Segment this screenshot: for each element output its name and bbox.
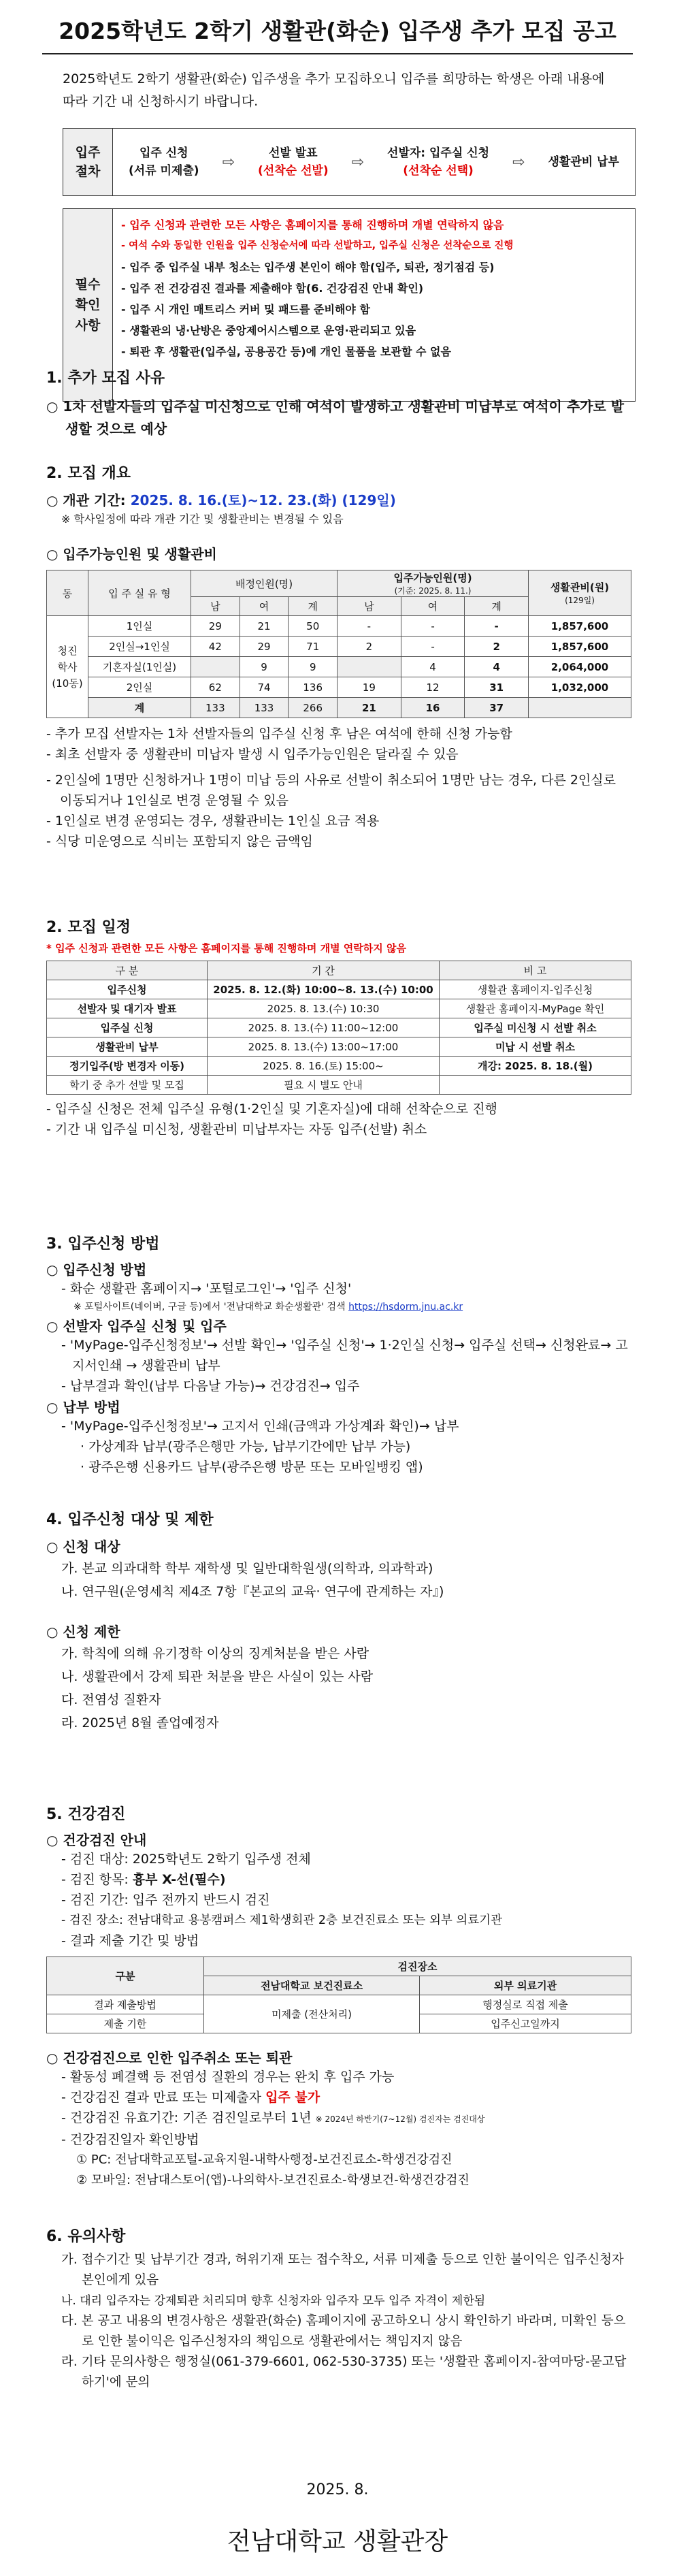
check-item: - 입주 전 건강검진 결과를 제출해야 함(6. 건강검진 안내 확인)	[121, 278, 627, 299]
cell: 입주실 신청	[47, 1018, 208, 1037]
cell: 1,857,600	[529, 637, 631, 657]
cell: 133	[240, 698, 289, 718]
cell: 개강: 2025. 8. 18.(월)	[440, 1057, 631, 1076]
cell: 생활관 홈페이지-MyPage 확인	[440, 999, 631, 1018]
cell: 136	[289, 677, 338, 698]
cell	[338, 657, 401, 677]
col-t: 계	[289, 597, 338, 616]
note-item: 나. 대리 입주자는 강제퇴관 처리되며 향후 신청자와 입주자 모두 입주 자격이 제한됨	[61, 2294, 486, 2308]
col-am: 남	[338, 597, 401, 616]
bullet: - 2인실에 1명만 신청하거나 1명이 미납 등의 사유로 선발이 취소되어 1명만 남는 경우, 다른 2인실로 이동되거나 1인실로 변경 운영될 수 있음	[46, 773, 616, 808]
cell: -	[401, 637, 465, 657]
arrow-right-icon: ⇨	[222, 153, 235, 171]
footer-org: 전남대학교 생활관장	[227, 2528, 448, 2556]
col-available-label: 입주가능인원(명)	[393, 572, 472, 584]
step-apply	[129, 144, 199, 180]
section-heading: 3. 입주신청 방법	[46, 1236, 160, 1253]
bullet: - 최초 선발자 중 생활관비 미납자 발생 시 입주가능인원은 달라질 수 있음	[46, 747, 459, 762]
cell: 50	[289, 616, 338, 637]
health-guide-item	[61, 1869, 631, 1890]
dorm-homepage-link[interactable]: https://hsdorm.jnu.ac.kr	[348, 1302, 463, 1313]
cell: 2025. 8. 13.(수) 10:30	[208, 999, 440, 1018]
required-check-head: 필수 확인 사항	[63, 209, 113, 401]
cell: 12	[401, 677, 465, 698]
bullet: - 1인실로 변경 운영되는 경우, 생활관비는 1인실 요금 적용	[46, 814, 380, 828]
section-heading: 6. 유의사항	[46, 2228, 126, 2245]
cell: 29	[240, 637, 289, 657]
bullet: - 식당 미운영으로 식비는 포함되지 않은 금액임	[46, 834, 313, 849]
schedule-bullets	[46, 1099, 631, 1140]
cell: 2,064,000	[529, 657, 631, 677]
check-item: - 입주 중 입주실 내부 청소는 입주생 본인이 해야 함(입주, 퇴관, 정기점검 등)	[121, 257, 627, 278]
cell: 74	[240, 677, 289, 698]
footer-date: 2025. 8.	[306, 2481, 369, 2498]
apply-method-note	[73, 1299, 631, 1315]
col-m: 남	[191, 597, 240, 616]
room-apply-title: ○ 선발자 입주실 신청 및 입주	[46, 1318, 227, 1334]
capacity-subtitle: ○ 입주가능인원 및 생활관비	[46, 546, 217, 562]
section-schedule	[46, 916, 631, 1140]
cell: -	[465, 616, 529, 637]
open-period-label: ○ 개관 기간:	[46, 492, 126, 509]
cell: 행정실로 직접 제출	[420, 1995, 631, 2014]
cell: 42	[191, 637, 240, 657]
section-notes	[46, 2225, 631, 2393]
bullet: - 추가 모집 선발자는 1차 선발자들의 입주실 신청 후 남은 여석에 한해 신청 가능함	[46, 726, 512, 741]
validity-text: - 건강검진 유효기간: 기존 검진일로부터 1년	[61, 2110, 312, 2125]
cell: 21	[240, 616, 289, 637]
procedure-box	[63, 128, 636, 196]
col-category: 구분	[47, 1957, 204, 1995]
col-available-date: (기준: 2025. 8. 11.)	[394, 586, 472, 596]
cell: 2025. 8. 16.(토) 15:00~	[208, 1057, 440, 1076]
step-room-apply	[387, 144, 489, 180]
health-guide-item: - 검진 대상: 2025학년도 2학기 입주생 전체	[61, 1852, 311, 1867]
step-payment-label: 생활관비 납부	[548, 155, 619, 169]
section-overview	[46, 462, 631, 852]
cell: 생활관비 납부	[47, 1037, 208, 1057]
cancel-item	[61, 2087, 631, 2108]
cell: 미제출 (전산처리)	[204, 1995, 420, 2033]
note-item: 라. 기타 문의사항은 행정실(061-379-6601, 062-530-3735) 또는 '생활관 홈페이지-참여마당-묻고답하기'에 문의	[61, 2355, 627, 2389]
cell: 62	[191, 677, 240, 698]
col-fee-days: (129일)	[565, 596, 595, 605]
col-campus-clinic: 전남대학교 보건진료소	[204, 1976, 420, 1995]
cell: 선발자 및 대기자 발표	[47, 999, 208, 1018]
apply-method-step: - 화순 생활관 홈페이지→ '포털로그인'→ '입주 신청'	[61, 1281, 352, 1296]
check-method: ② 모바일: 전남대스토어(앱)-나의학사-보건진료소-학생보건-학생건강검진	[76, 2173, 470, 2187]
restriction-item: 다. 전염성 질환자	[61, 1692, 161, 1707]
step-apply-label: 입주 신청	[139, 146, 188, 160]
table-row	[47, 1076, 631, 1095]
cell: 미납 시 선발 취소	[440, 1037, 631, 1057]
table-row	[47, 980, 631, 999]
cell: 학기 중 추가 선발 및 모집	[47, 1076, 208, 1095]
health-submit-table	[46, 1957, 631, 2033]
cancel-item: - 활동성 폐결핵 등 전염성 질환의 경우는 완치 후 입주 가능	[61, 2070, 395, 2084]
cell: 4	[465, 657, 529, 677]
col-external: 외부 의료기관	[420, 1976, 631, 1995]
cell	[529, 698, 631, 718]
step-announce-sub: (선착순 선발)	[258, 164, 329, 178]
cell: 1,857,600	[529, 616, 631, 637]
table-row	[47, 999, 631, 1018]
note-item: 가. 접수기간 및 납부기간 경과, 허위기재 또는 접수착오, 서류 미제출 등으로 인한 불이익은 입주신청자 본인에게 있음	[61, 2253, 624, 2287]
step-announce	[258, 144, 329, 180]
cancel-title: ○ 건강검진으로 인한 입주취소 또는 퇴관	[46, 2050, 293, 2066]
restriction-item: 라. 2025년 8월 졸업예정자	[61, 1716, 219, 1730]
cell: 21	[338, 698, 401, 718]
cancel-item-warning: 입주 불가	[265, 2090, 320, 2105]
check-item: - 여석 수와 동일한 인원을 입주 신청순서에 따라 선발하고, 입주실 신청은 선착순으로 진행	[121, 236, 627, 257]
cell: 2	[338, 637, 401, 657]
open-period-value: 2025. 8. 16.(토)~12. 23.(화) (129일)	[130, 492, 396, 509]
section-health-check	[46, 1803, 631, 2191]
section-heading: 2. 모집 개요	[46, 465, 131, 482]
search-hint: ※ 포털사이트(네이버, 구글 등)에서 '전남대학교 화순생활관' 검색	[73, 1302, 346, 1313]
cell: 2025. 8. 13.(수) 11:00~12:00	[208, 1018, 440, 1037]
procedure-steps	[113, 129, 635, 195]
procedure-head: 입주 절차	[63, 129, 113, 195]
col-fee	[529, 570, 631, 616]
cell	[440, 1076, 631, 1095]
cell: 입주실 미신청 시 선발 취소	[440, 1018, 631, 1037]
col-fee-label: 생활관비(원)	[550, 581, 610, 594]
note-item: 다. 본 공고 내용의 변경사항은 생활관(화순) 홈페이지에 공고하오니 상시 확인하기 바라며, 미확인 등으로 인한 불이익은 입주신청자의 책임으로 생활관에서는 책임지지 않음	[61, 2314, 626, 2349]
cell: 31	[465, 677, 529, 698]
col-af: 여	[401, 597, 465, 616]
schedule-note: ※ 학사일정에 따라 개관 기간 및 생활관비는 변경될 수 있음	[61, 513, 344, 526]
health-guide-title: ○ 건강검진 안내	[46, 1832, 147, 1848]
open-period	[46, 489, 631, 509]
table-row	[47, 1037, 631, 1057]
section-reason	[46, 366, 625, 440]
restriction-item: 가. 학칙에 의해 유기정학 이상의 징계처분을 받은 사람	[61, 1646, 369, 1661]
section-heading: 4. 입주신청 대상 및 제한	[46, 1511, 214, 1528]
table-row	[47, 657, 631, 677]
validity-note: ※ 2024년 하반기(7~12월) 검진자는 검진대상	[315, 2114, 485, 2124]
health-guide-item: - 검진 기간: 입주 전까지 반드시 검진	[61, 1893, 270, 1907]
cell: 9	[289, 657, 338, 677]
cell-building: 청진 학사 (10동)	[47, 616, 88, 718]
cell: 1,032,000	[529, 677, 631, 698]
cancel-item-text: - 건강검진 결과 만료 또는 미제출자	[61, 2090, 266, 2105]
bullet: - 입주실 신청은 전체 입주실 유형(1·2인실 및 기혼자실)에 대해 선착순으로 진행	[46, 1101, 497, 1116]
cell: 2인실	[88, 677, 191, 698]
cell: 2	[465, 637, 529, 657]
cancel-item: - 건강검진일자 확인방법	[61, 2132, 199, 2147]
cell: 29	[191, 616, 240, 637]
check-item: - 입주 시 개인 매트리스 커버 및 패드를 준비해야 함	[121, 299, 627, 320]
capacity-table	[46, 570, 631, 718]
cell: 2025. 8. 12.(화) 10:00~8. 13.(수) 10:00	[208, 980, 440, 999]
restriction-item: 나. 생활관에서 강제 퇴관 처분을 받은 사실이 있는 사람	[61, 1669, 374, 1684]
table-row	[47, 1995, 631, 2014]
cell: 입주신고일까지	[420, 2014, 631, 2033]
section-eligibility	[46, 1508, 631, 1733]
intro-text: 2025학년도 2학기 생활관(화순) 입주생을 추가 모집하오니 입주를 희망하는 학생은 아래 내용에 따라 기간 내 신청하시기 바랍니다.	[63, 71, 605, 109]
cell: 71	[289, 637, 338, 657]
arrow-right-icon: ⇨	[351, 153, 365, 171]
col-type: 입 주 실 유 형	[88, 570, 191, 616]
step-apply-sub: (서류 미제출)	[129, 164, 199, 178]
health-item-value: 흉부 X-선(필수)	[132, 1872, 226, 1887]
col-building: 동	[47, 570, 88, 616]
col-f: 여	[240, 597, 289, 616]
cell: 제출 기한	[47, 2014, 204, 2033]
health-item-label: - 검진 항목:	[61, 1872, 133, 1887]
table-row	[47, 1018, 631, 1037]
cell: 16	[401, 698, 465, 718]
section-apply-method	[46, 1232, 631, 1477]
cancel-item	[61, 2108, 631, 2129]
schedule-notice: * 입주 신청과 관련한 모든 사항은 홈페이지를 통해 진행하며 개별 연락하지 않음	[46, 942, 406, 954]
table-row	[47, 677, 631, 698]
eligible-item: 나. 연구원(운영세칙 제4조 7항『본교의 교육· 연구에 관계하는 자』)	[61, 1584, 444, 1599]
cell: 266	[289, 698, 338, 718]
col-assigned: 배정인원(명)	[191, 570, 338, 597]
check-item: - 입주 신청과 관련한 모든 사항은 홈페이지를 통해 진행하며 개별 연락하지 않음	[121, 214, 627, 236]
check-item: - 생활관의 냉·난방은 중앙제어시스템으로 운영·관리되고 있음	[121, 320, 627, 341]
table-row-total	[47, 698, 631, 718]
arrow-right-icon: ⇨	[512, 153, 525, 171]
cell: 37	[465, 698, 529, 718]
table-row	[47, 637, 631, 657]
table-row	[47, 616, 631, 637]
cell: 입주신청	[47, 980, 208, 999]
page-title: 2025학년도 2학기 생활관(화순) 입주생 추가 모집 공고	[59, 18, 616, 44]
payment-title: ○ 납부 방법	[46, 1399, 120, 1415]
cell: 2025. 8. 13.(수) 13:00~17:00	[208, 1037, 440, 1057]
health-guide-item: - 결과 제출 기간 및 방법	[61, 1933, 199, 1948]
check-method: ① PC: 전남대학교포털-교육지원-내학사행정-보건진료소-학생건강검진	[76, 2153, 452, 2167]
cell: 133	[191, 698, 240, 718]
col-period: 기 간	[208, 961, 440, 980]
col-available	[338, 570, 529, 597]
col-at: 계	[465, 597, 529, 616]
title-divider	[42, 53, 633, 54]
room-apply-step: - 'MyPage-입주신청정보'→ 선발 확인→ '입주실 신청'→ 1·2인실 신청→ 입주실 선택→ 신청완료→ 고지서인쇄 → 생활관비 납부	[61, 1338, 628, 1373]
cell: 4	[401, 657, 465, 677]
cell: 19	[338, 677, 401, 698]
payment-option: · 광주은행 신용카드 납부(광주은행 방문 또는 모바일뱅킹 앱)	[80, 1460, 423, 1475]
cell: 9	[240, 657, 289, 677]
overview-bullets	[46, 724, 631, 852]
table-row	[47, 1057, 631, 1076]
cell: 계	[88, 698, 191, 718]
cell: 기혼자실(1인실)	[88, 657, 191, 677]
col-remark: 비 고	[440, 961, 631, 980]
cell: 정기입주(방 변경자 이동)	[47, 1057, 208, 1076]
reason-text: ○ 1차 선발자들의 입주실 미신청으로 인해 여석이 발생하고 생활관비 미납부로 여석이 추가로 발생할 것으로 예상	[46, 398, 625, 437]
check-item: - 퇴관 후 생활관(입주실, 공용공간 등)에 개인 물품을 보관할 수 없음	[121, 341, 627, 362]
eligible-title: ○ 신청 대상	[46, 1539, 120, 1555]
cell: 2인실→1인실	[88, 637, 191, 657]
cell	[191, 657, 240, 677]
step-room-apply-sub: (선착순 선택)	[403, 164, 474, 178]
cell: 1인실	[88, 616, 191, 637]
cell: -	[401, 616, 465, 637]
bullet: - 기간 내 입주실 미신청, 생활관비 미납부자는 자동 입주(선발) 취소	[46, 1122, 427, 1137]
schedule-table	[46, 961, 631, 1095]
cell: -	[338, 616, 401, 637]
room-apply-step: - 납부결과 확인(납부 다음날 가능)→ 건강검진→ 입주	[61, 1379, 360, 1394]
eligible-item: 가. 본교 의과대학 학부 재학생 및 일반대학원생(의학과, 의과학과)	[61, 1561, 433, 1576]
cell: 생활관 홈페이지-입주신청	[440, 980, 631, 999]
section-heading: 5. 건강검진	[46, 1806, 126, 1823]
cell: 결과 제출방법	[47, 1995, 204, 2014]
step-payment	[548, 153, 619, 171]
restriction-title: ○ 신청 제한	[46, 1624, 120, 1640]
col-location: 검진장소	[204, 1957, 631, 1976]
col-category: 구 분	[47, 961, 208, 980]
step-room-apply-label: 선발자: 입주실 신청	[387, 146, 490, 160]
payment-option: · 가상계좌 납부(광주은행만 가능, 납부기간에만 납부 가능)	[80, 1439, 411, 1454]
section-heading: 2. 모집 일정	[46, 919, 131, 936]
cell: 필요 시 별도 안내	[208, 1076, 440, 1095]
section-heading: 1. 추가 모집 사유	[46, 370, 165, 387]
payment-step: - 'MyPage-입주신청정보'→ 고지서 인쇄(금액과 가상계좌 확인)→ 납부	[61, 1419, 459, 1434]
apply-method-title: ○ 입주신청 방법	[46, 1261, 147, 1278]
health-guide-item: - 검진 장소: 전남대학교 용봉캠퍼스 제1학생회관 2층 보건진료소 또는 외부 의료기관	[61, 1914, 502, 1927]
step-announce-label: 선발 발표	[269, 146, 318, 160]
